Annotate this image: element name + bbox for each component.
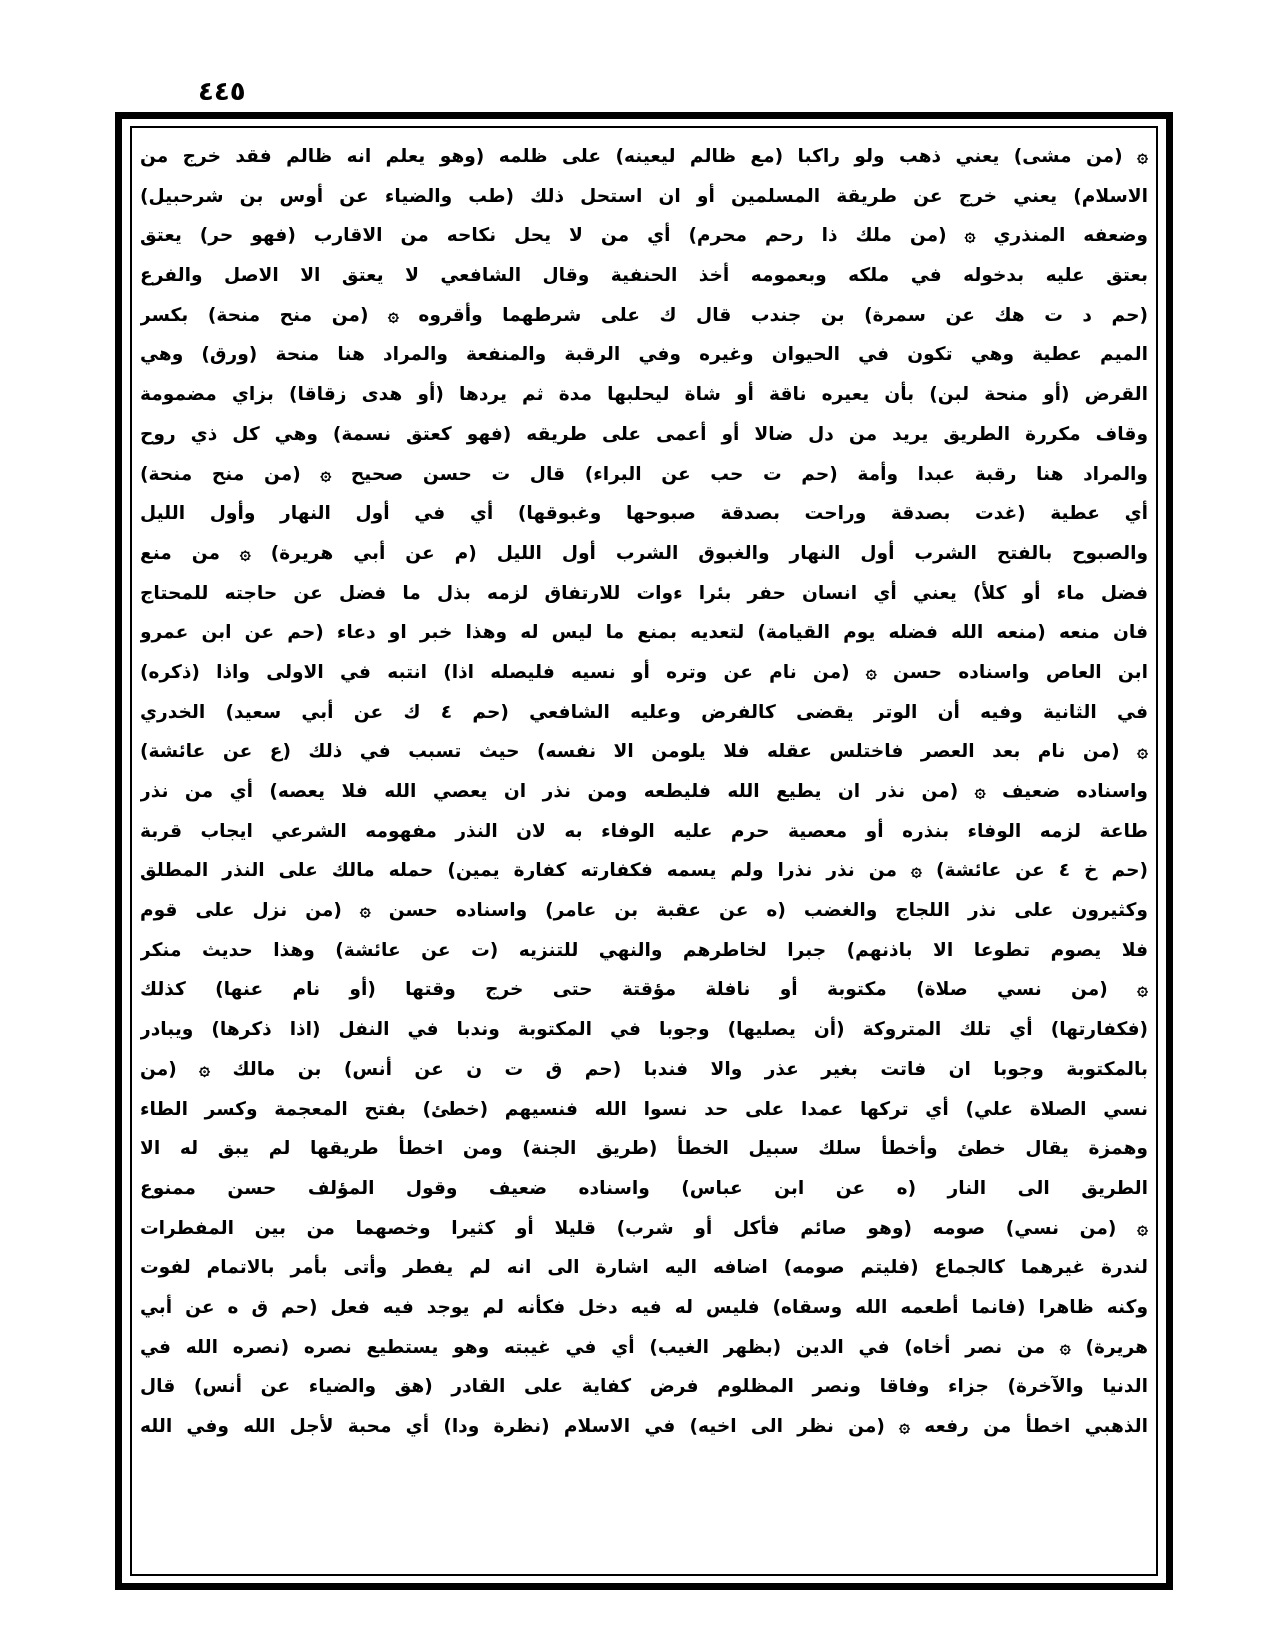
- text-line: وضعفه المنذري ۞ (من ملك ذا رحم محرم) أي من لا يحل نكاحه من الاقارب (فهو حر) يعتق: [140, 225, 1148, 247]
- text-body: [140, 137, 1148, 1567]
- text-line: ابن العاص واسناده حسن ۞ (من نام عن وتره أو نسيه فليصله اذا) انتبه في الاولى واذا (ذكره): [140, 661, 1148, 683]
- text-line: طاعة لزمه الوفاء بنذره أو معصية حرم عليه الوفاء به لان النذر مفهومه الشرعي ايجاب قربة: [140, 820, 1148, 842]
- text-line: أي عطية (غدت بصدقة وراحت بصدقة صبوحها وغبوقها) أي في أول النهار وأول الليل: [140, 503, 1148, 525]
- text-line: ۞ (من نسي صلاة) مكتوبة أو نافلة مؤقتة حتى خرج وقتها (أو نام عنها) كذلك: [140, 979, 1148, 1001]
- text-line: [140, 1447, 1148, 1487]
- text-line: ۞ (من مشى) يعني ذهب ولو راكبا (مع ظالم ليعينه) على ظلمه (وهو يعلم انه ظالم فقد خرج من: [140, 146, 1148, 167]
- text-line: والصبوح بالفتح الشرب أول النهار والغبوق الشرب أول الليل (م عن أبي هريرة) ۞ من منع: [140, 542, 1148, 564]
- text-line: وكثيرون على نذر اللجاج والغضب (ه عن عقبة بن عامر) واسناده حسن ۞ (من نزل على قوم: [140, 900, 1148, 922]
- text-line: هريرة) ۞ من نصر أخاه) في الدين (بظهر الغيب) أي في غيبته وهو يستطيع نصره (نصره الله في: [140, 1336, 1148, 1358]
- text-line: بالمكتوبة وجوبا ان فاتت بغير عذر والا فندبا (حم ق ت ن عن أنس) بن مالك ۞ (من: [140, 1058, 1148, 1080]
- text-line: لندرة غيرهما كالجماع (فليتم صومه) اضافه اليه اشارة الى انه لم يفطر وأتى بأمر بالاتمام لفوت: [140, 1257, 1148, 1279]
- text-line: الطريق الى النار (ه عن ابن عباس) واسناده ضعيف وقول المؤلف حسن ممنوع: [140, 1177, 1148, 1199]
- page-number: ٤٤٥: [198, 77, 246, 107]
- text-line: وهمزة يقال خطئ وأخطأ سلك سبيل الخطأ (طريق الجنة) ومن اخطأ طريقها لم يبق له الا: [140, 1138, 1148, 1160]
- text-line: الذهبي اخطأ من رفعه ۞ (من نظر الى اخيه) في الاسلام (نظرة ودا) أي محبة لأجل الله وفي الله: [140, 1416, 1148, 1437]
- text-line: الميم عطية وهي تكون في الحيوان وغيره وفي الرقبة والمنفعة والمراد هنا منحة (ورق) وهي: [140, 344, 1148, 366]
- text-line: (فكفارتها) أي تلك المتروكة (أن يصليها) وجوبا في المكتوبة وندبا في النفل (اذا ذكرها) ويبادر: [140, 1019, 1148, 1041]
- text-line: نسي الصلاة علي) أي تركها عمدا على حد نسوا الله فنسيهم (خطئ) بفتح المعجمة وكسر الطاء: [140, 1098, 1148, 1120]
- text-line: القرض (أو منحة لبن) بأن يعيره ناقة أو شاة ليحلبها مدة ثم يردها (أو هدى زقاقا) بزاي مضمومة: [140, 384, 1148, 406]
- text-line: والمراد هنا رقبة عبدا وأمة (حم ت حب عن البراء) قال ت حسن صحيح ۞ (من منح منحة): [140, 463, 1148, 485]
- text-line: فان منعه (منعه الله فضله يوم القيامة) لتعديه بمنع ما ليس له وهذا خبر او دعاء (حم عن ابن عمرو: [140, 622, 1148, 644]
- text-line: بعتق عليه بدخوله في ملكه وبعمومه أخذ الحنفية وقال الشافعي لا يعتق الا الاصل والفرع: [140, 265, 1148, 287]
- text-line: [140, 1486, 1148, 1526]
- text-line: وقاف مكررة الطريق يريد من دل ضالا أو أعمى على طريقه (فهو كعتق نسمة) وهي كل ذي روح: [140, 423, 1148, 445]
- text-line: ۞ (من نام بعد العصر فاختلس عقله فلا يلومن الا نفسه) حيث تسبب في ذلك (ع عن عائشة): [140, 741, 1148, 763]
- text-line: (حم د ت هك عن سمرة) بن جندب قال ك على شرطهما وأقروه ۞ (من منح منحة) بكسر: [140, 304, 1148, 326]
- text-line: واسناده ضعيف ۞ (من نذر ان يطيع الله فليطعه ومن نذر ان يعصي الله فلا يعصه) أي من نذر: [140, 781, 1148, 802]
- text-line: الدنيا والآخرة) جزاء وفاقا ونصر المظلوم فرض كفاية على القادر (هق والضياء عن أنس) قال: [140, 1376, 1148, 1398]
- text-line: في الثانية وفيه أن الوتر يقضى كالفرض وعليه الشافعي (حم ٤ ك عن أبي سعيد) الخدري: [140, 701, 1148, 723]
- text-line: فلا يصوم تطوعا الا باذنهم) جبرا لخاطرهم والنهي للتنزيه (ت عن عائشة) وهذا حديث منكر: [140, 939, 1148, 961]
- text-line: (حم خ ٤ عن عائشة) ۞ من نذر نذرا ولم يسمه فكفارته كفارة يمين) حمله مالك على النذر المطلق: [140, 860, 1148, 882]
- text-line: ۞ (من نسي) صومه (وهو صائم فأكل أو شرب) قليلا أو كثيرا وخصهما من بين المفطرات: [140, 1217, 1148, 1239]
- text-line: الاسلام) يعني خرج عن طريقة المسلمين أو ان استحل ذلك (طب والضياء عن أوس بن شرحبيل): [140, 185, 1148, 207]
- text-line: وكنه ظاهرا (فانما أطعمه الله وسقاه) فليس له فيه دخل فكأنه لم يوجد فيه فعل (حم ق ه عن أبي: [140, 1296, 1148, 1318]
- text-line: فضل ماء أو كلأ) يعني أي انسان حفر بئرا ءوات للارتفاق لزمه بذل ما فضل عن حاجته للمحتاج: [140, 582, 1148, 604]
